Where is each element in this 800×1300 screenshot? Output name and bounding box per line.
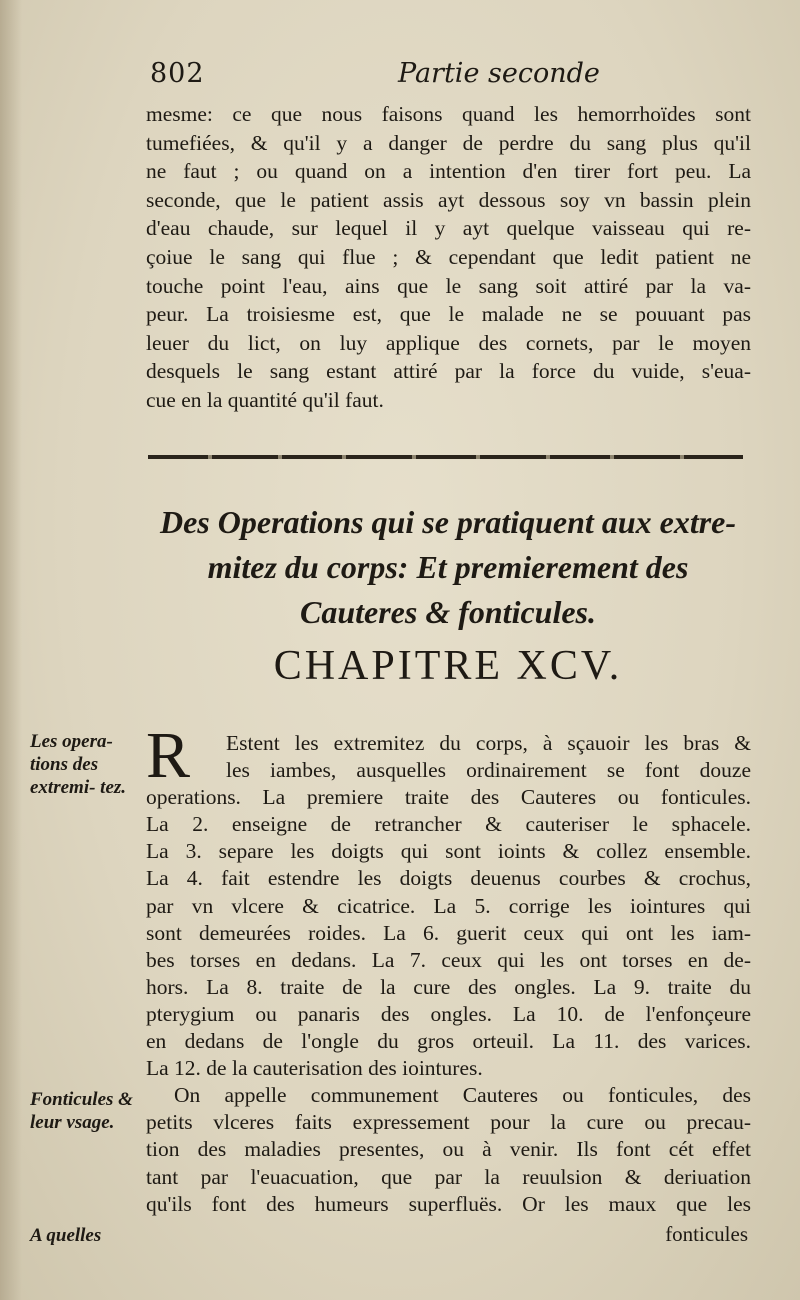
text-line: tumefiées, & qu'il y a danger de perdre du sang plus qu'il: [146, 130, 751, 155]
text-line: petits vlceres faits expressement pour la cure ou precau-: [146, 1110, 751, 1135]
ornamental-rule: [148, 455, 743, 459]
section-title-line: Des Operations qui se pratiquent aux extre-: [159, 504, 737, 540]
text-line: çoiue le sang qui flue ; & cependant que ledit patient ne: [146, 244, 751, 269]
page-header: [150, 58, 750, 98]
text-line: mesme: ce que nous faisons quand les hemorrhoïdes sont: [146, 102, 751, 126]
text-line: hors. La 8. traite de la cure des ongles. La 9. traite du: [146, 974, 751, 999]
text-line: Estent les extremitez du corps, à sçauoir les bras &: [226, 731, 751, 755]
text-line: operations. La premiere traite des Cauteres ou fonticules.: [146, 785, 751, 810]
page-number: 802: [150, 58, 205, 89]
top-paragraph: [146, 100, 751, 415]
text-line: par vn vlcere & cicatrice. La 5. corrige les iointures qui: [146, 893, 751, 918]
text-line: en dedans de l'ongle du gros orteuil. La 11. des varices.: [146, 1029, 751, 1054]
text-line: pterygium ou panaris des ongles. La 10. de l'enfonçeure: [146, 1001, 751, 1026]
text-line: sont demeurées roides. La 6. guerit ceux qui ont les iam-: [146, 920, 751, 945]
text-line: seconde, que le patient assis ayt dessous soy vn bassin plein: [146, 187, 751, 212]
running-title: Partie seconde: [398, 58, 600, 89]
text-line: tion des maladies presentes, ou à venir. Ils font cét effet: [146, 1137, 751, 1162]
text-line: ne faut ; ou quand on a intention d'en tirer fort peu. La: [146, 159, 751, 184]
text-line: d'eau chaude, sur lequel il y ayt quelque vaisseau qui re-: [146, 216, 751, 241]
text-line: La 2. enseigne de retrancher & cauteriser le sphacele.: [146, 812, 751, 837]
text-line: leuer du lict, on luy applique des cornets, par le moyen: [146, 330, 751, 355]
section-title: [148, 500, 748, 635]
text-line: qu'ils font des humeurs superfluës. Or les maux que les: [146, 1191, 751, 1216]
text-line: La 4. fait estendre les doigts deuenus courbes & crochus,: [146, 866, 751, 891]
page-edge-shadow: [0, 0, 22, 1300]
margin-note-fonticules: Fonticules & leur vsage.: [30, 1089, 133, 1133]
text-line: les iambes, ausquelles ordinairement se font douze: [226, 758, 751, 783]
text-line: peur. La troisiesme est, que le malade ne se pouuant pas: [146, 302, 751, 327]
text-line: desquels le sang estant attiré par la force du vuide, s'eua-: [146, 359, 751, 384]
text-line: bes torses en dedans. La 7. ceux qui les ont torses en de-: [146, 947, 751, 972]
section-title-line: Cauteres & fonticules.: [299, 594, 596, 630]
catchword: fonticules: [665, 1222, 748, 1246]
text-line: La 12. de la cauterisation des iointures.: [146, 1056, 483, 1081]
margin-note-operations: Les opera- tions des extremi- tez.: [30, 731, 127, 798]
section-title-line: mitez du corps: Et premierement des: [207, 549, 689, 585]
margin-note-quelles: A quelles: [30, 1225, 102, 1246]
text-line: cue en la quantité qu'il faut.: [146, 387, 384, 412]
text-line: tant par l'euacuation, que par la reuulsion & deriuation: [146, 1164, 751, 1189]
text-line: On appelle communement Cauteres ou fonticules, des: [174, 1083, 751, 1108]
drop-cap: R: [146, 719, 191, 792]
chapter-heading: CHAPITRE XCV.: [273, 643, 623, 689]
text-line: La 3. separe les doigts qui sont ioints & collez ensemble.: [146, 839, 751, 864]
chapter-text: [146, 719, 751, 1218]
text-line: touche point l'eau, ains que le sang soit attiré par la va-: [146, 273, 751, 298]
